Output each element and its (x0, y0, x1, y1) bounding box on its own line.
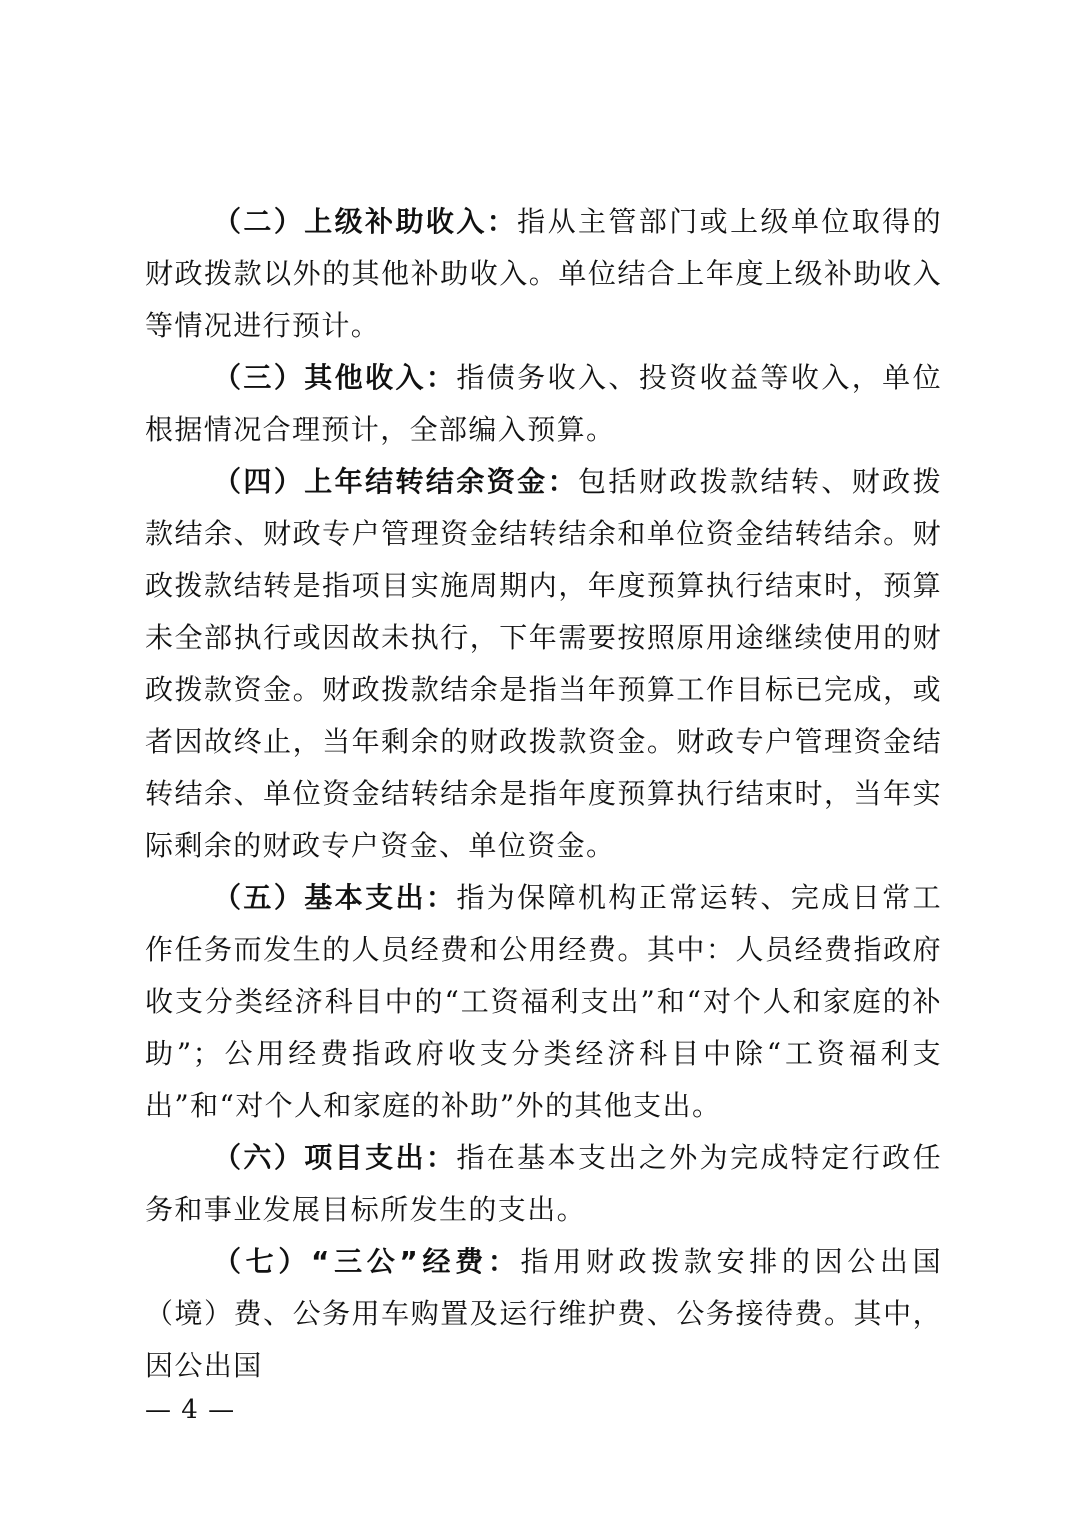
term-heading: （五）基本支出： (213, 881, 457, 914)
paragraph-project-expenditure (145, 1132, 942, 1236)
term-heading: （七）“三公”经费： (213, 1245, 521, 1278)
document-body (145, 196, 942, 1392)
paragraph-text: 指为保障机构正常运转、完成日常工作任务而发生的人员经费和公用经费。其中：人员经费指政府收支分类经济科目中的“工资福利支出”和“对个人和家庭的补助”；公用经费指政府收支分类经济科目中除“工资福利支出”和“对个人和家庭的补助”外的其他支出。 (145, 881, 943, 1122)
term-heading: （二）上级补助收入： (213, 205, 518, 238)
page-number: — 4 — (145, 1395, 236, 1425)
paragraph-superior-subsidy-income (145, 196, 942, 352)
paragraph-text: 包括财政拨款结转、财政拨款结余、财政专户管理资金结转结余和单位资金结转结余。财政拨款结转是指项目实施周期内，年度预算执行结束时，预算未全部执行或因故未执行，下年需要按照原用途继续使用的财政拨款资金。财政拨款结余是指当年预算工作目标已完成，或者因故终止，当年剩余的财政拨款资金。财政专户管理资金结转结余、单位资金结转结余是指年度预算执行结束时，当年实际剩余的财政专户资金、单位资金。 (145, 465, 942, 862)
paragraph-text: 指用财政拨款安排的因公出国（境）费、公务用车购置及运行维护费、公务接待费。其中，因公出国 (145, 1245, 942, 1382)
term-heading: （四）上年结转结余资金： (213, 465, 578, 498)
paragraph-carryover-funds (145, 456, 942, 872)
term-heading: （六）项目支出： (213, 1141, 457, 1174)
paragraph-text: 指从主管部门或上级单位取得的财政拨款以外的其他补助收入。单位结合上年度上级补助收入等情况进行预计。 (145, 205, 942, 342)
paragraph-three-public-expenses (145, 1236, 942, 1392)
paragraph-text: 指在基本支出之外为完成特定行政任务和事业发展目标所发生的支出。 (145, 1141, 943, 1226)
paragraph-basic-expenditure (145, 872, 942, 1132)
paragraph-text: 指债务收入、投资收益等收入，单位根据情况合理预计，全部编入预算。 (145, 361, 943, 446)
term-heading: （三）其他收入： (213, 361, 457, 394)
paragraph-other-income (145, 352, 942, 456)
